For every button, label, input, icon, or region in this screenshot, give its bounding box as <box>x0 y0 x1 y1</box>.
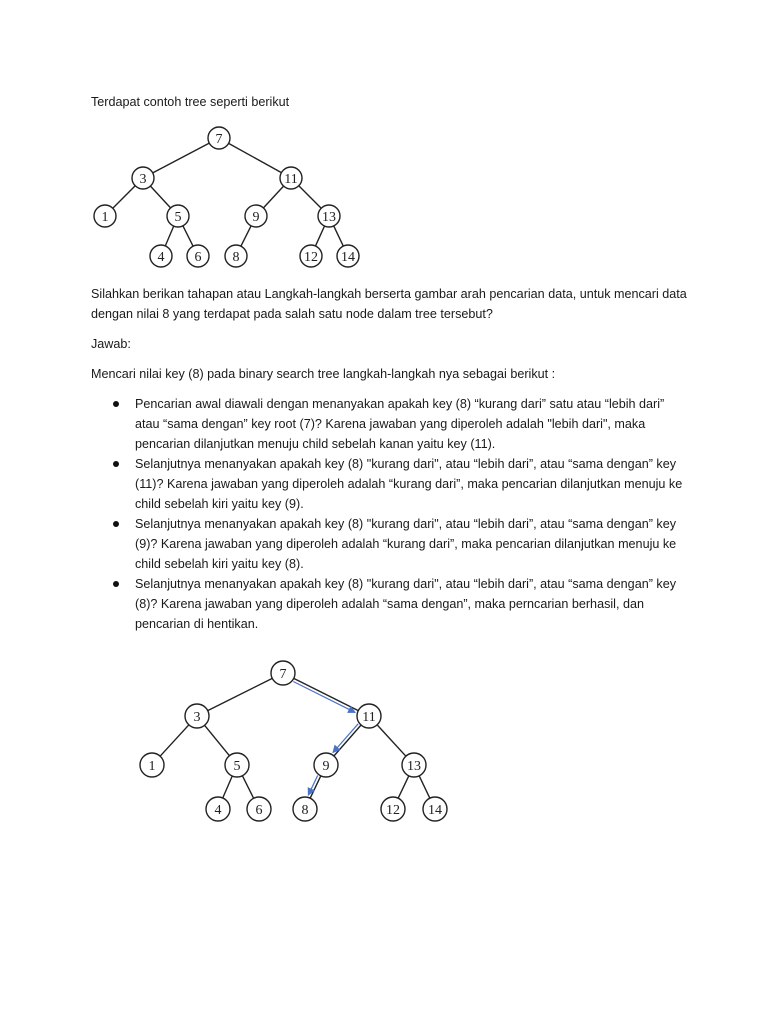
tree-edge <box>263 186 283 208</box>
node-label: 1 <box>101 210 109 225</box>
node-label: 9 <box>322 759 330 774</box>
tree-edge <box>183 226 193 246</box>
tree-edge <box>153 143 210 173</box>
tree-edge <box>334 226 344 246</box>
tree-node <box>225 753 249 777</box>
node-label: 13 <box>322 210 336 225</box>
step-item <box>91 514 691 574</box>
tree-edge <box>205 725 230 755</box>
tree-node <box>280 167 302 189</box>
step-item <box>91 454 691 514</box>
step-text: Selanjutnya menanyakan apakah key (8) "kurang dari", atau “lebih dari”, atau “sama dengan” key (8)? Karena jawaban yang diperoleh adalah “sama dengan”, maka perncarian berhasil, dan pencarian di hentikan. <box>135 577 676 631</box>
tree-node <box>187 245 209 267</box>
node-label: 8 <box>301 803 309 818</box>
search-path-tree-figure <box>134 656 454 826</box>
tree-node <box>357 704 381 728</box>
node-label: 14 <box>341 250 355 265</box>
question-text: Silahkan berikan tahapan atau Langkah-langkah berserta gambar arah pencarian data, untuk mencari data dengan nilai 8 yang terdapat pada salah satu node dalam tree tersebut? <box>91 287 687 321</box>
tree-edge <box>223 776 232 798</box>
intro-text: Terdapat contoh tree seperti berikut <box>91 95 290 109</box>
tree-node <box>185 704 209 728</box>
tree-edge <box>150 186 170 208</box>
node-label: 7 <box>215 132 223 147</box>
tree-edge <box>165 226 173 246</box>
step-text: Selanjutnya menanyakan apakah key (8) "kurang dari", atau “lebih dari”, atau “sama dengan” key (9)? Karena jawaban yang diperoleh adalah “kurang dari”, maka pencarian dilanjutkan menuju ke child sebelah kiri yaitu key (8). <box>135 517 677 571</box>
node-label: 3 <box>139 172 147 187</box>
tree-node <box>245 205 267 227</box>
tree-node <box>94 205 116 227</box>
search-path-arrow <box>293 681 355 712</box>
tree-edge <box>208 678 273 710</box>
node-label: 4 <box>214 803 222 818</box>
node-label: 14 <box>428 803 442 818</box>
node-label: 5 <box>233 759 241 774</box>
bullet-icon <box>113 401 119 407</box>
search-path-arrow <box>333 724 358 753</box>
tree-node <box>318 205 340 227</box>
tree-node <box>150 245 172 267</box>
tree-node <box>337 245 359 267</box>
tree-node <box>247 797 271 821</box>
step-text: Selanjutnya menanyakan apakah key (8) "kurang dari", atau “lebih dari”, atau “sama dengan” key (11)? Karena jawaban yang diperoleh adalah “kurang dari”, maka pencarian dilanjutkan menuju ke child sebelah kiri yaitu key (9). <box>135 457 683 511</box>
tree-node <box>271 661 295 685</box>
node-label: 1 <box>148 759 156 774</box>
node-label: 7 <box>279 667 287 682</box>
node-label: 11 <box>284 172 298 187</box>
tree-node <box>381 797 405 821</box>
tree-edge <box>398 776 409 798</box>
node-label: 6 <box>194 250 202 265</box>
node-label: 5 <box>174 210 182 225</box>
tree-node <box>314 753 338 777</box>
bullet-icon <box>113 461 119 467</box>
tree-node <box>293 797 317 821</box>
bullet-icon <box>113 581 119 587</box>
node-label: 8 <box>232 250 240 265</box>
tree-node <box>140 753 164 777</box>
bullet-icon <box>113 521 119 527</box>
tree-edge <box>334 725 361 756</box>
tree-node <box>225 245 247 267</box>
tree-node <box>167 205 189 227</box>
tree-edge <box>299 186 321 208</box>
answer-label: Jawab: <box>91 337 131 351</box>
tree-node <box>132 167 154 189</box>
tree-node <box>208 127 230 149</box>
tree-node <box>423 797 447 821</box>
node-label: 12 <box>386 803 400 818</box>
node-label: 6 <box>255 803 263 818</box>
example-tree-figure <box>86 124 376 272</box>
tree-edge <box>419 776 430 798</box>
tree-edge <box>377 725 406 756</box>
steps-list <box>91 394 691 634</box>
tree-edge <box>294 678 359 710</box>
answer-intro: Mencari nilai key (8) pada binary search tree langkah-langkah nya sebagai berikut : <box>91 367 556 381</box>
node-label: 12 <box>304 250 318 265</box>
tree-edge <box>160 725 189 756</box>
tree-node <box>300 245 322 267</box>
tree-edge <box>241 226 251 246</box>
step-item <box>91 394 691 454</box>
step-item <box>91 574 691 634</box>
tree-node <box>206 797 230 821</box>
node-label: 11 <box>362 710 376 725</box>
node-label: 13 <box>407 759 421 774</box>
node-label: 3 <box>193 710 201 725</box>
tree-edge <box>316 226 325 246</box>
tree-edge <box>113 186 135 208</box>
node-label: 9 <box>252 210 260 225</box>
tree-edge <box>242 776 253 799</box>
tree-node <box>402 753 426 777</box>
tree-edge <box>229 143 282 172</box>
node-label: 4 <box>157 250 165 265</box>
step-text: Pencarian awal diawali dengan menanyakan apakah key (8) “kurang dari” satu atau “lebih dari” atau “sama dengan” key root (7)? Karena jawaban yang diperoleh adalah "lebih dari", maka pencarian dilanjutkan menuju child sebelah kanan yaitu key (11). <box>135 397 665 451</box>
